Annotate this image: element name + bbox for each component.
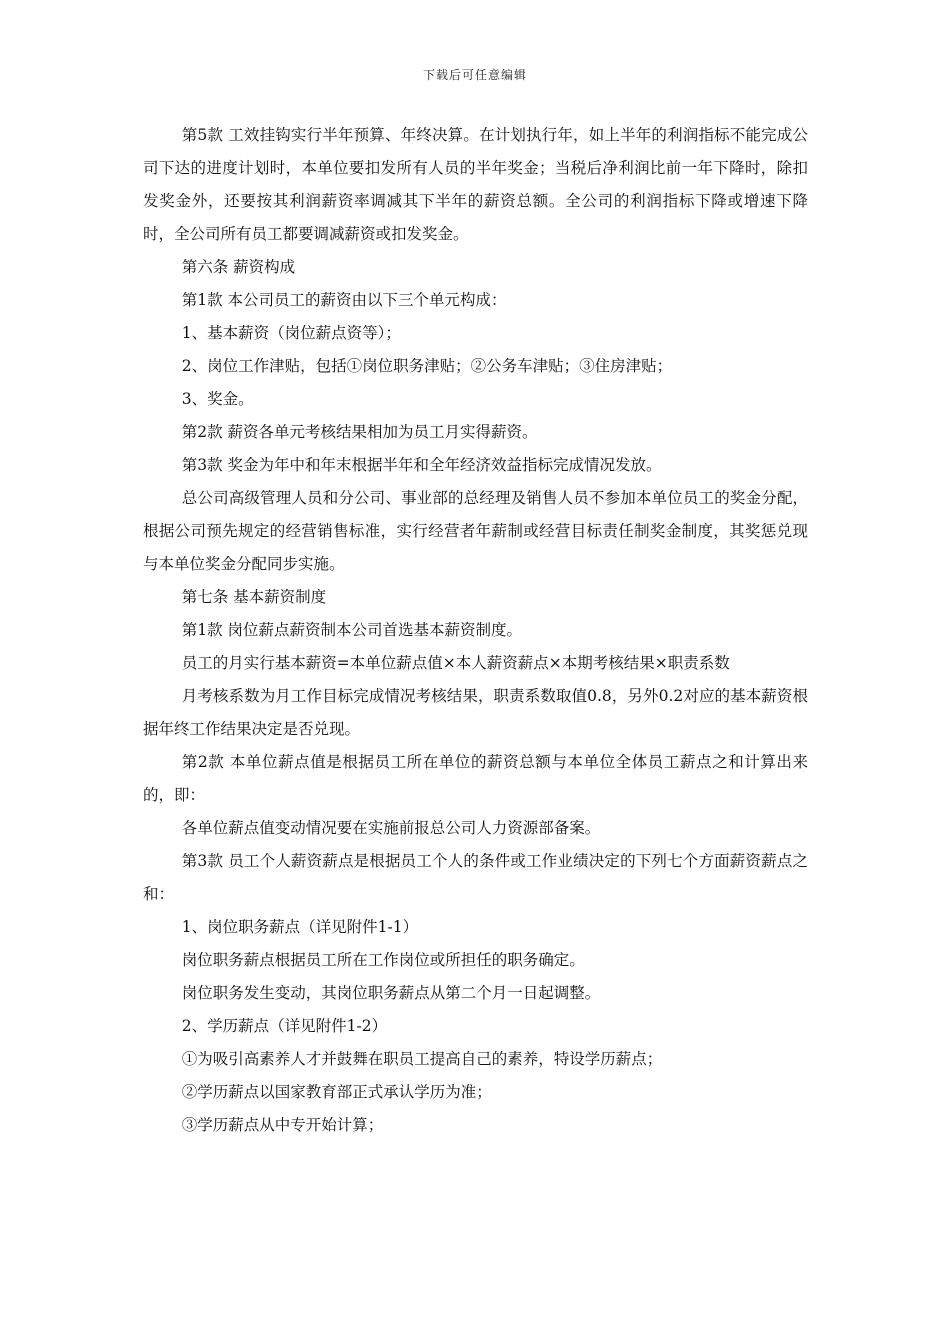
paragraph-clause-3: 第3款 奖金为年中和年末根据半年和全年经济效益指标完成情况发放。 [181,456,662,474]
paragraph-clause-2: 第2款 薪资各单元考核结果相加为员工月实得薪资。 [181,423,538,441]
paragraph-executives: 总公司高级管理人员和分公司、事业部的总经理及销售人员不参加本单位员工的奖金分配，根据公司预先规定的经营销售标准，实行经营者年薪制或经营目标责任制奖金制度，其奖惩兑现与本单位奖金分配同步实施。 [143,489,808,573]
list-item-basic-salary: 1、基本薪资（岗位薪点资等）； [181,324,401,342]
paragraph-coefficient: 月考核系数为月工作目标完成情况考核结果，职责系数取值0.8，另外0.2对应的基本薪资根据年终工作结果决定是否兑现。 [143,687,808,738]
paragraph-clause-1: 第1款 本公司员工的薪资由以下三个单元构成： [181,291,507,309]
document-body [143,119,808,1142]
paragraph-formula: 员工的月实行基本薪资=本单位薪点值×本人薪资薪点×本期考核结果×职责系数 [181,654,730,672]
list-item-education-points: 2、学历薪点（详见附件1-2） [181,1017,388,1035]
heading-article-6: 第六条 薪资构成 [181,258,296,276]
paragraph-clause-5: 第5款 工效挂钩实行半年预算、年终决算。在计划执行年，如上半年的利润指标不能完成公司下达的进度计划时，本单位要扣发所有人员的半年奖金；当税后净利润比前一年下降时，除扣发奖金外，还要按其利润薪资率调减其下半年的薪资总额。全公司的利润指标下降或增速下降时，全公司所有员工都要调减薪资或扣发奖金。 [143,126,808,243]
paragraph-education-1: ①为吸引高素养人才并鼓舞在职员工提高自己的素养，特设学历薪点； [181,1050,663,1068]
page-header-note: 下载后可任意编辑 [422,68,527,82]
heading-article-7: 第七条 基本薪资制度 [181,588,327,606]
paragraph-education-2: ②学历薪点以国家教育部正式承认学历为准； [181,1083,492,1101]
paragraph-position-change: 岗位职务发生变动，其岗位职务薪点从第二个月一日起调整。 [181,984,601,1002]
paragraph-filing: 各单位薪点值变动情况要在实施前报总公司人力资源部备案。 [181,819,601,837]
list-item-bonus: 3、奖金。 [181,390,254,408]
paragraph-clause-2-b: 第2款 本单位薪点值是根据员工所在单位的薪资总额与本单位全体员工薪点之和计算出来的，即： [143,753,808,804]
paragraph-clause-3-b: 第3款 员工个人薪资薪点是根据员工个人的条件或工作业绩决定的下列七个方面薪资薪点之和： [143,852,808,903]
list-item-allowance: 2、岗位工作津贴，包括①岗位职务津贴；②公务车津贴；③住房津贴； [181,357,673,375]
paragraph-education-3: ③学历薪点从中专开始计算； [181,1116,384,1134]
paragraph-position-basis: 岗位职务薪点根据员工所在工作岗位或所担任的职务确定。 [181,951,585,969]
list-item-position-points: 1、岗位职务薪点（详见附件1-1） [181,918,419,936]
paragraph-clause-1-b: 第1款 岗位薪点薪资制本公司首选基本薪资制度。 [181,621,523,639]
